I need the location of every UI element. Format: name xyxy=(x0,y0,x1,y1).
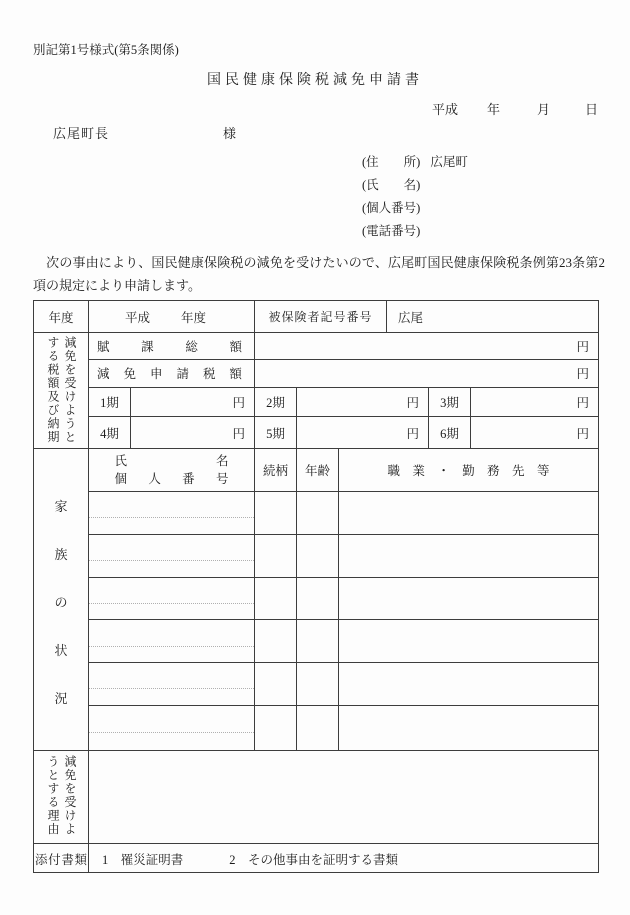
period-1-amount-cell: 円 xyxy=(131,388,255,417)
attachment-item-1: 1 罹災証明書 xyxy=(102,852,184,867)
applicant-address-row xyxy=(362,151,468,174)
family-status-vertical-label xyxy=(34,449,89,750)
total-levy-label-cell: 賦 課 総 額 xyxy=(89,333,255,359)
addressee-honorific: 様 xyxy=(223,126,237,141)
family-age-field xyxy=(297,706,339,750)
name-number-divider xyxy=(89,688,254,689)
fiscal-year-label-cell: 年度 xyxy=(34,301,89,332)
name-number-divider xyxy=(89,560,254,561)
reason-field xyxy=(89,751,598,843)
family-header-name-number xyxy=(89,449,255,491)
family-occupation-field xyxy=(339,620,598,662)
fiscal-year-row xyxy=(34,301,598,333)
family-relation-field xyxy=(255,663,297,705)
period-5-label-cell: 5期 xyxy=(255,417,297,448)
tax-amount-band xyxy=(34,333,598,449)
date-era-label: 平成 xyxy=(432,102,459,117)
reduction-request-label-cell: 減 免 申 請 税 額 xyxy=(89,360,255,387)
reason-band xyxy=(34,751,598,844)
name-number-divider xyxy=(89,517,254,518)
family-header-relation: 続柄 xyxy=(255,449,297,491)
name-number-divider xyxy=(89,646,254,647)
period-6-label-cell: 6期 xyxy=(429,417,471,448)
addressee xyxy=(0,123,630,139)
attachment-item-2: 2 その他事由を証明する書類 xyxy=(229,852,399,867)
family-relation-field xyxy=(255,578,297,620)
family-age-field xyxy=(297,663,339,705)
family-age-field xyxy=(297,492,339,534)
family-relation-field xyxy=(255,535,297,577)
date-month-label: 月 xyxy=(537,102,551,117)
applicant-phone-label: (電話番号) xyxy=(362,224,421,238)
family-label-char: 家 xyxy=(54,499,68,514)
total-levy-amount-cell: 円 xyxy=(576,339,589,354)
family-occupation-field xyxy=(339,492,598,534)
form-number: 別記第1号様式(第5条関係) xyxy=(33,43,179,57)
attachment-band xyxy=(34,844,598,873)
reduction-request-amount-cell: 円 xyxy=(576,367,589,382)
applicant-info xyxy=(362,151,468,243)
date-day-label: 日 xyxy=(585,102,599,117)
date-line xyxy=(0,99,630,115)
applicant-personal-number-row xyxy=(362,197,468,220)
family-name-number-field xyxy=(89,535,255,577)
insured-number-value-cell: 広尾 xyxy=(398,310,424,325)
family-occupation-field xyxy=(339,535,598,577)
applicant-address-value: 広尾町 xyxy=(430,155,468,169)
period-3-label-cell: 3期 xyxy=(429,388,471,417)
family-row xyxy=(89,535,598,578)
applicant-personal-number-label: (個人番号) xyxy=(362,201,421,215)
period-5-amount-cell: 円 xyxy=(297,417,429,448)
family-row xyxy=(89,620,598,663)
family-header-row xyxy=(89,449,598,492)
family-relation-field xyxy=(255,492,297,534)
application-table xyxy=(33,300,599,873)
attachment-items xyxy=(89,844,598,873)
family-age-field xyxy=(297,620,339,662)
family-relation-field xyxy=(255,620,297,662)
fiscal-year-suffix: 年度 xyxy=(181,310,207,325)
page-title: 国民健康保険税減免申請書 xyxy=(207,73,423,88)
family-row xyxy=(89,663,598,706)
period-3-amount-cell: 円 xyxy=(576,395,589,410)
period-4-label-cell: 4期 xyxy=(89,417,131,448)
applicant-name-row xyxy=(362,174,468,197)
family-label-char: 況 xyxy=(54,691,68,706)
family-name-number-field xyxy=(89,620,255,662)
date-year-label: 年 xyxy=(487,102,501,117)
family-relation-field xyxy=(255,706,297,750)
total-levy-row xyxy=(89,333,598,360)
name-number-divider xyxy=(89,732,254,733)
period-1-label-cell: 1期 xyxy=(89,388,131,417)
applicant-name-label: (氏 名) xyxy=(362,178,421,192)
family-name-number-field xyxy=(89,578,255,620)
period-6-amount-cell: 円 xyxy=(576,426,589,441)
family-age-field xyxy=(297,535,339,577)
period-2-label-cell: 2期 xyxy=(255,388,297,417)
applicant-address-label: (住 所) xyxy=(362,155,421,169)
reduction-request-row xyxy=(89,360,598,388)
family-row xyxy=(89,578,598,621)
application-statement: 次の事由により、国民健康保険税の減免を受けたいので、広尾町国民健康保険税条例第23条第2項の規定により申請します。 xyxy=(33,255,605,293)
fiscal-year-era: 平成 xyxy=(125,310,151,325)
family-header-occupation xyxy=(339,449,598,491)
periods-row-1 xyxy=(89,388,598,418)
family-name-number-field xyxy=(89,663,255,705)
fiscal-year-value-cell xyxy=(89,301,255,332)
tax-section-vertical-label-cell xyxy=(34,333,89,448)
family-name-number-field xyxy=(89,492,255,534)
reason-vertical-label: 減免を受けようとする理由 xyxy=(46,755,77,836)
addressee-name: 広尾町長 xyxy=(53,126,110,141)
tax-section-vertical-label: 減免を受けようとする税額及び納期 xyxy=(46,335,77,444)
family-header-occupation-label: 職 業 ・ 勤 務 先 等 xyxy=(387,463,550,478)
period-4-amount-cell: 円 xyxy=(131,417,255,448)
attachment-label-cell: 添 付 書 類 xyxy=(34,844,89,873)
family-age-field xyxy=(297,578,339,620)
applicant-phone-row xyxy=(362,220,468,243)
family-label-char: の xyxy=(54,595,68,610)
name-number-divider xyxy=(89,603,254,604)
family-label-char: 状 xyxy=(54,643,68,658)
family-row xyxy=(89,492,598,535)
family-occupation-field xyxy=(339,578,598,620)
reason-vertical-label-cell xyxy=(34,751,89,843)
family-occupation-field xyxy=(339,663,598,705)
periods-row-2 xyxy=(89,417,598,448)
period-2-amount-cell: 円 xyxy=(297,388,429,417)
insured-number-label-cell: 被保険者記号番号 xyxy=(255,301,387,332)
family-header-age: 年齢 xyxy=(297,449,339,491)
family-occupation-field xyxy=(339,706,598,750)
family-label-char: 族 xyxy=(54,547,68,562)
family-header-name-label: 氏 名 xyxy=(114,453,229,468)
family-status-band xyxy=(34,449,598,751)
family-header-number-label: 個 人 番 号 xyxy=(114,471,229,486)
family-name-number-field xyxy=(89,706,255,750)
family-row xyxy=(89,706,598,750)
